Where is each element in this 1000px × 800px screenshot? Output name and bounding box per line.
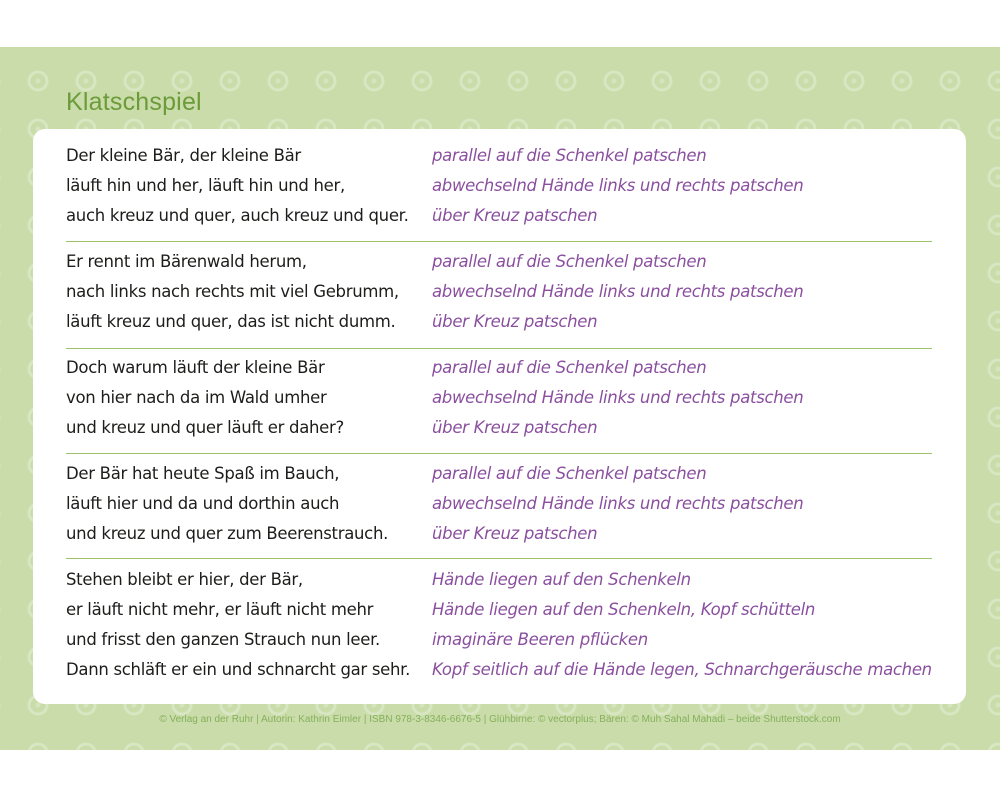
action-text: abwechselnd Hände links und rechts patschen — [432, 388, 804, 407]
action-text: Hände liegen auf den Schenkeln — [432, 570, 691, 589]
verse-text: und kreuz und quer läuft er daher? — [66, 418, 344, 437]
stanza-line — [33, 660, 966, 690]
stanza-line — [33, 418, 966, 448]
stanza-line — [33, 206, 966, 236]
verse-text: läuft hin und her, läuft hin und her, — [66, 176, 345, 195]
copyright-footer: © Verlag an der Ruhr | Autorin: Kathrin Eimler | ISBN 978-3-8346-6676-5 | Glühbirne: © vectorplus; Bären: © Muh Sahal Mahadi – beide Shutterstock.com — [159, 714, 841, 725]
verse-text: Doch warum läuft der kleine Bär — [66, 358, 325, 377]
action-text: Hände liegen auf den Schenkeln, Kopf schütteln — [432, 600, 816, 619]
stanza-divider — [66, 348, 932, 349]
stanza-divider — [66, 453, 932, 454]
action-text: über Kreuz patschen — [432, 312, 598, 331]
verse-text: von hier nach da im Wald umher — [66, 388, 327, 407]
action-text: über Kreuz patschen — [432, 418, 598, 437]
stanza-line — [33, 282, 966, 312]
stanza-line — [33, 524, 966, 554]
verse-text: nach links nach rechts mit viel Gebrumm, — [66, 282, 399, 301]
action-text: abwechselnd Hände links und rechts patschen — [432, 176, 804, 195]
stanza-line — [33, 146, 966, 176]
verse-text: läuft hier und da und dorthin auch — [66, 494, 340, 513]
verse-text: Der Bär hat heute Spaß im Bauch, — [66, 464, 340, 483]
action-text: abwechselnd Hände links und rechts patschen — [432, 282, 804, 301]
action-text: imaginäre Beeren pflücken — [432, 630, 648, 649]
action-text: parallel auf die Schenkel patschen — [432, 252, 707, 271]
stanza-line — [33, 176, 966, 206]
action-text: über Kreuz patschen — [432, 206, 598, 225]
action-text: parallel auf die Schenkel patschen — [432, 146, 707, 165]
page-title: Klatschspiel — [66, 88, 202, 116]
verse-text: Stehen bleibt er hier, der Bär, — [66, 570, 303, 589]
stanza-line — [33, 358, 966, 388]
stanza-line — [33, 600, 966, 630]
stanza-line — [33, 630, 966, 660]
verse-text: er läuft nicht mehr, er läuft nicht mehr — [66, 600, 374, 619]
verse-text: Der kleine Bär, der kleine Bär — [66, 146, 301, 165]
stanza-line — [33, 388, 966, 418]
verse-text: Er rennt im Bärenwald herum, — [66, 252, 307, 271]
verse-text: und frisst den ganzen Strauch nun leer. — [66, 630, 380, 649]
stanza-divider — [66, 558, 932, 559]
verse-text: Dann schläft er ein und schnarcht gar sehr. — [66, 660, 411, 679]
stanza-line — [33, 252, 966, 282]
verse-text: auch kreuz und quer, auch kreuz und quer. — [66, 206, 409, 225]
stanza-line — [33, 570, 966, 600]
stanza-line — [33, 312, 966, 342]
verse-text: läuft kreuz und quer, das ist nicht dumm. — [66, 312, 396, 331]
stanza-line — [33, 464, 966, 494]
action-text: über Kreuz patschen — [432, 524, 598, 543]
action-text: Kopf seitlich auf die Hände legen, Schnarchgeräusche machen — [432, 660, 932, 679]
action-text: abwechselnd Hände links und rechts patschen — [432, 494, 804, 513]
verse-text: und kreuz und quer zum Beerenstrauch. — [66, 524, 389, 543]
action-text: parallel auf die Schenkel patschen — [432, 464, 707, 483]
action-text: parallel auf die Schenkel patschen — [432, 358, 707, 377]
stanza-divider — [66, 241, 932, 242]
content-panel — [33, 129, 966, 704]
stanza-line — [33, 494, 966, 524]
